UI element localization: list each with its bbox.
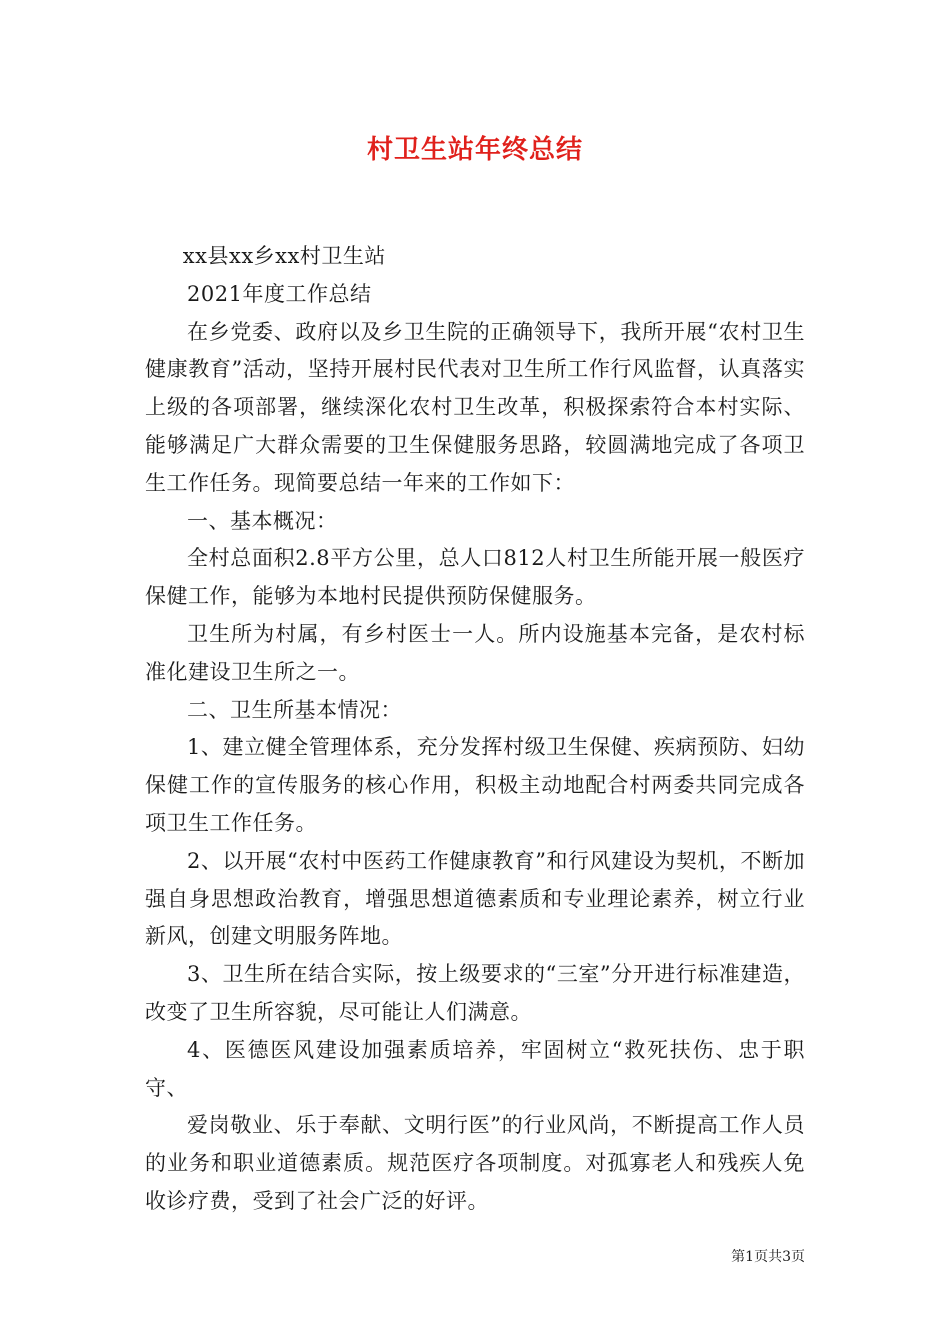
document-body xyxy=(145,238,805,1221)
document-title: 村卫生站年终总结 xyxy=(366,135,583,165)
page-number: 第1页共3页 xyxy=(731,1249,805,1265)
paragraph-intro: 在乡党委、政府以及乡卫生院的正确领导下，我所开展“农村卫生健康教育”活动，坚持开展村民代表对卫生所工作行风监督，认真落实上级的各项部署，继续深化农村卫生改革，积极探索符合本村实际、能够满足广大群众需要的卫生保健服务思路，较圆满地完成了各项卫生工作任务。现简要总结一年来的工作如下： xyxy=(145,319,805,495)
paragraph-item-1: 1、建立健全管理体系，充分发挥村级卫生保健、疾病预防、妇幼保健工作的宣传服务的核心作用，积极主动地配合村两委共同完成各项卫生工作任务。 xyxy=(145,735,805,835)
section-heading-2: 二、卫生所基本情况： xyxy=(187,697,402,722)
paragraph-item-3: 3、卫生所在结合实际，按上级要求的“三室”分开进行标准建造，改变了卫生所容貌，尽可能让人们满意。 xyxy=(145,962,805,1024)
section-heading-1: 一、基本概况： xyxy=(187,508,338,533)
paragraph: 卫生所为村属，有乡村医士一人。所内设施基本完备，是农村标准化建设卫生所之一。 xyxy=(145,621,805,684)
year-line: 2021年度工作总结 xyxy=(187,281,372,306)
paragraph-item-4: 4、医德医风建设加强素质培养，牢固树立“救死扶伤、忠于职守、 xyxy=(145,1037,805,1100)
paragraph-item-2: 2、以开展“农村中医药工作健康教育”和行风建设为契机，不断加强自身思想政治教育，增强思想道德素质和专业理论素养，树立行业新风，创建文明服务阵地。 xyxy=(145,848,805,949)
org-line: xx县xx乡xx村卫生站 xyxy=(182,244,386,268)
paragraph: 全村总面积2.8平方公里，总人口812人村卫生所能开展一般医疗保健工作，能够为本地村民提供预防保健服务。 xyxy=(145,546,805,609)
paragraph-item-4-cont: 爱岗敬业、乐于奉献、文明行医”的行业风尚，不断提高工作人员的业务和职业道德素质。规范医疗各项制度。对孤寡老人和残疾人免收诊疗费，受到了社会广泛的好评。 xyxy=(145,1113,805,1213)
